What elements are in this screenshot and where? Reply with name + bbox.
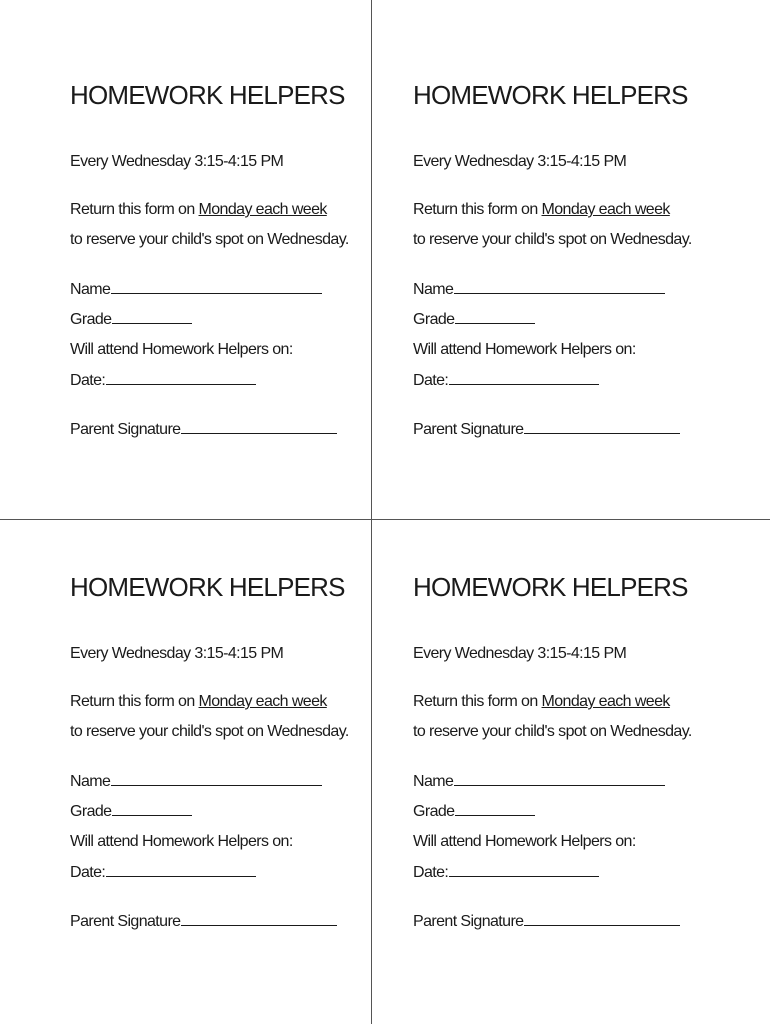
horizontal-cut-line (0, 519, 770, 520)
date-field[interactable] (449, 370, 599, 385)
signature-label: Parent Signature (70, 913, 181, 930)
signature-field[interactable] (524, 419, 680, 434)
form-title: HOMEWORK HELPERS (70, 572, 345, 602)
schedule-text: Every Wednesday 3:15-4:15 PM (70, 153, 284, 170)
date-row (413, 370, 599, 391)
return-prefix: Return this form on (70, 201, 199, 218)
name-field[interactable] (111, 771, 322, 786)
date-label: Date: (413, 864, 449, 881)
signature-label: Parent Signature (413, 913, 524, 930)
return-emphasis: Monday each week (198, 693, 327, 710)
date-field[interactable] (106, 862, 256, 877)
reserve-text: to reserve your child's spot on Wednesday. (413, 723, 692, 740)
signature-row (413, 419, 680, 440)
grade-field[interactable] (455, 801, 535, 816)
form-title: HOMEWORK HELPERS (413, 572, 688, 602)
grade-field[interactable] (112, 309, 192, 324)
name-label: Name (413, 281, 454, 298)
return-emphasis: Monday each week (541, 201, 670, 218)
date-label: Date: (70, 372, 106, 389)
grade-label: Grade (413, 803, 455, 820)
signature-row (70, 911, 337, 932)
signature-label: Parent Signature (70, 421, 181, 438)
reserve-text: to reserve your child's spot on Wednesday. (413, 231, 692, 248)
date-row (413, 862, 599, 883)
name-field[interactable] (454, 771, 665, 786)
signature-row (70, 419, 337, 440)
name-row (70, 279, 322, 300)
date-field[interactable] (449, 862, 599, 877)
grade-label: Grade (70, 311, 112, 328)
name-label: Name (413, 773, 454, 790)
name-field[interactable] (111, 279, 322, 294)
grade-label: Grade (70, 803, 112, 820)
form-title: HOMEWORK HELPERS (413, 80, 688, 110)
signature-label: Parent Signature (413, 421, 524, 438)
name-label: Name (70, 281, 111, 298)
return-prefix: Return this form on (413, 201, 542, 218)
signature-row (413, 911, 680, 932)
form-title: HOMEWORK HELPERS (70, 80, 345, 110)
grade-row (413, 801, 535, 822)
grade-row (70, 801, 192, 822)
return-emphasis: Monday each week (541, 693, 670, 710)
name-row (70, 771, 322, 792)
attend-label: Will attend Homework Helpers on: (413, 833, 636, 850)
grade-field[interactable] (112, 801, 192, 816)
return-instruction (70, 200, 327, 220)
return-prefix: Return this form on (413, 693, 542, 710)
date-row (70, 862, 256, 883)
grade-row (70, 309, 192, 330)
date-label: Date: (70, 864, 106, 881)
date-field[interactable] (106, 370, 256, 385)
attend-label: Will attend Homework Helpers on: (70, 341, 293, 358)
reserve-text: to reserve your child's spot on Wednesday. (70, 723, 349, 740)
grade-field[interactable] (455, 309, 535, 324)
schedule-text: Every Wednesday 3:15-4:15 PM (413, 153, 627, 170)
name-row (413, 771, 665, 792)
signature-field[interactable] (181, 419, 337, 434)
vertical-cut-line (371, 0, 372, 1024)
return-instruction (70, 692, 327, 712)
schedule-text: Every Wednesday 3:15-4:15 PM (413, 645, 627, 662)
name-row (413, 279, 665, 300)
name-label: Name (70, 773, 111, 790)
return-instruction (413, 692, 670, 712)
date-row (70, 370, 256, 391)
signature-field[interactable] (524, 911, 680, 926)
grade-label: Grade (413, 311, 455, 328)
attend-label: Will attend Homework Helpers on: (413, 341, 636, 358)
signature-field[interactable] (181, 911, 337, 926)
date-label: Date: (413, 372, 449, 389)
return-instruction (413, 200, 670, 220)
attend-label: Will attend Homework Helpers on: (70, 833, 293, 850)
reserve-text: to reserve your child's spot on Wednesday. (70, 231, 349, 248)
return-emphasis: Monday each week (198, 201, 327, 218)
return-prefix: Return this form on (70, 693, 199, 710)
name-field[interactable] (454, 279, 665, 294)
schedule-text: Every Wednesday 3:15-4:15 PM (70, 645, 284, 662)
grade-row (413, 309, 535, 330)
